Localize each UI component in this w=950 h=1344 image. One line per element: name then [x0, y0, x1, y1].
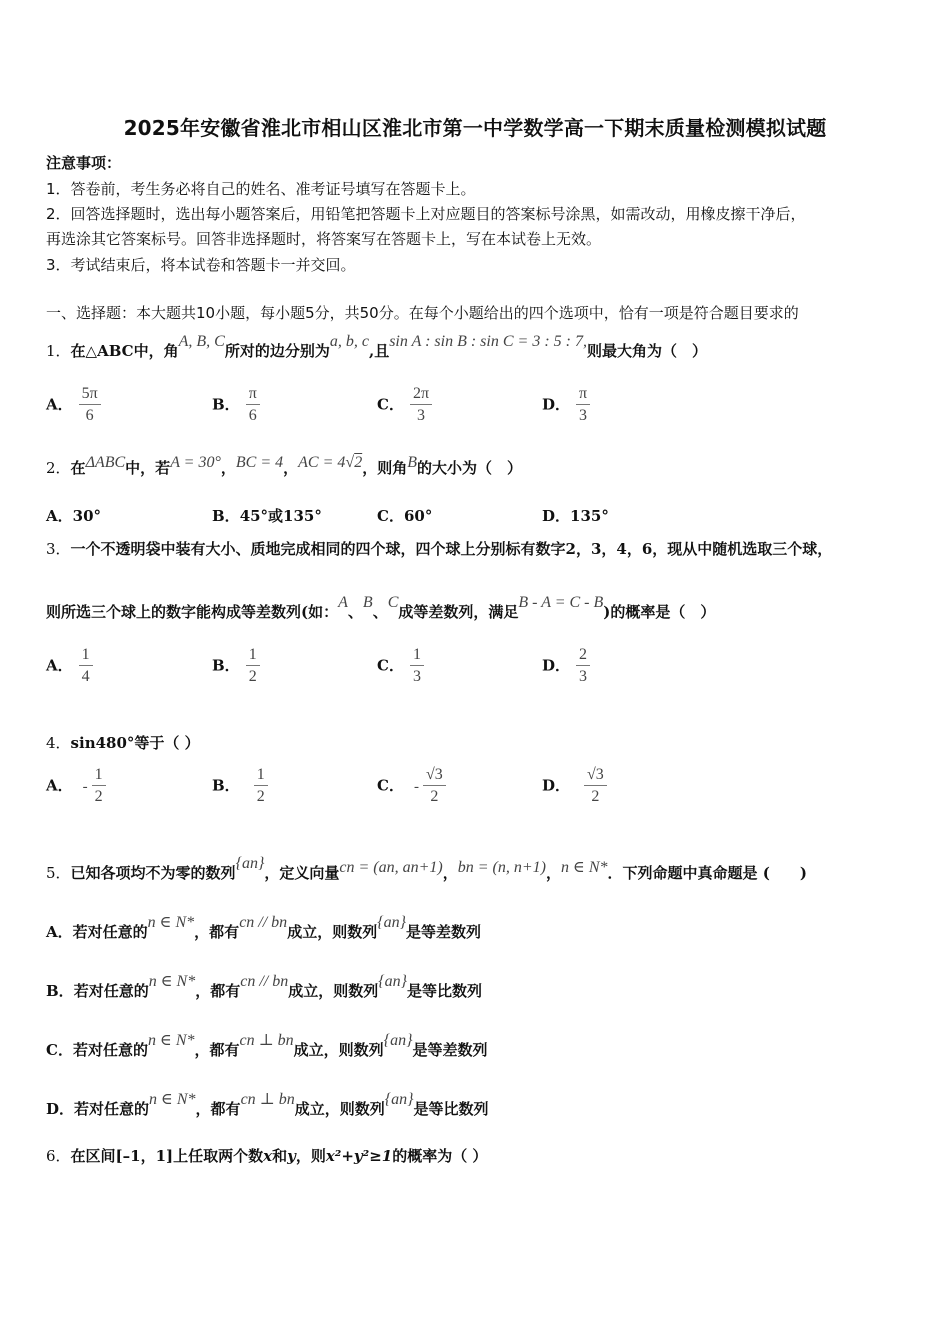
option-text: 成立，则数列	[293, 1041, 384, 1059]
option-label: C．	[377, 507, 404, 525]
question-text: ,且	[368, 342, 390, 360]
option-label: C．	[377, 395, 404, 414]
option-text: 若对任意的	[72, 1041, 148, 1059]
question-text: ，则角	[362, 459, 408, 477]
question-text: ，	[220, 459, 236, 477]
numerator: π	[246, 384, 260, 405]
math-expression: {an}	[377, 914, 406, 931]
math-expression: C	[387, 594, 399, 611]
q3-option-d	[542, 645, 590, 688]
math-expression: cn ⊥ bn	[239, 1032, 294, 1049]
numerator: 1	[79, 645, 93, 666]
q3-option-c	[377, 645, 424, 688]
option-text: ，都有	[195, 1100, 241, 1118]
option-text: 若对任意的	[73, 982, 149, 1000]
option-label: A．	[46, 395, 73, 414]
math-expression: {an}	[235, 855, 265, 872]
variable: x	[263, 1147, 273, 1165]
option-text: 30°	[72, 507, 102, 525]
page-title: 2025年安徽省淮北市相山区淮北市第一中学数学高一下期末质量检测模拟试题	[123, 116, 827, 140]
option-label: D．	[542, 776, 571, 795]
question-4	[46, 732, 200, 753]
option-label: D．	[542, 656, 571, 675]
numerator: 1	[92, 765, 106, 786]
numerator: 1	[254, 765, 268, 786]
q3-option-b	[212, 645, 260, 688]
math-expression: BC = 4	[235, 454, 284, 471]
math-expression: ΔABC	[85, 454, 126, 471]
question-text: 中，若	[125, 459, 171, 477]
question-6	[46, 1145, 487, 1166]
q3-option-a	[46, 645, 93, 688]
question-text: 所对的边分别为	[224, 342, 330, 360]
math-expression: sin A : sin B : sin C = 3 : 5 : 7,	[389, 333, 587, 350]
math-expression: {an}	[384, 1091, 414, 1108]
math-expression: x²+y²≥1	[325, 1147, 393, 1165]
denominator: 3	[579, 668, 588, 685]
q2-option-c	[377, 505, 432, 526]
math-expression: B - A = C - B	[518, 594, 604, 611]
math-expression: n ∈ N*	[148, 973, 196, 990]
q2-option-d	[542, 505, 609, 526]
math-expression: 2	[354, 454, 363, 471]
notice-heading: 注意事项：	[46, 154, 122, 172]
question-number: 1．	[46, 342, 71, 360]
fraction	[410, 384, 432, 427]
question-text: 的大小为（ ）	[416, 459, 522, 477]
math-expression: B	[407, 454, 417, 471]
numerator: 1	[246, 645, 260, 666]
notice-item-1: 1．答卷前，考生务必将自己的姓名、准考证号填写在答题卡上。	[46, 180, 476, 198]
option-label: B．	[212, 776, 240, 795]
denominator: 3	[412, 668, 421, 685]
option-text: 成立，则数列	[287, 923, 378, 941]
option-label: A．	[46, 923, 73, 941]
numerator: 5π	[79, 384, 101, 405]
math-expression: cn // bn	[239, 914, 288, 931]
notice-item-3: 3．考试结束后，将本试卷和答题卡一并交回。	[46, 256, 356, 274]
question-text: ，则	[295, 1147, 326, 1165]
fraction	[584, 765, 607, 808]
question-text: 则最大角为（ ）	[586, 342, 707, 360]
math-expression: n ∈ N*	[561, 859, 608, 876]
question-number: 6．	[46, 1147, 71, 1165]
math-expression: n ∈ N*	[149, 1091, 196, 1108]
math-expression: bn = (n, n+1)	[457, 859, 546, 876]
question-text: sin480°等于（ ）	[70, 734, 200, 752]
question-text: ，	[442, 864, 458, 882]
numerator: 2	[576, 645, 590, 666]
section-heading: 一、选择题：本大题共10小题，每小题5分，共50分。在每个小题给出的四个选项中，恰有一项是符合题目要求的	[46, 304, 799, 322]
question-text: ，	[546, 864, 562, 882]
numerator: 2π	[410, 384, 432, 405]
fraction	[92, 765, 106, 808]
option-label: A．	[46, 776, 73, 795]
variable: y	[287, 1147, 296, 1165]
question-text: 、	[347, 603, 363, 621]
numerator: π	[576, 384, 590, 405]
question-1	[46, 333, 707, 361]
denominator: 3	[416, 407, 425, 424]
minus-sign: -	[413, 778, 419, 795]
q1-option-c	[377, 384, 432, 427]
question-text: ，	[283, 459, 299, 477]
denominator: 2	[94, 788, 103, 805]
q5-option-d	[46, 1091, 489, 1119]
q4-option-a	[46, 765, 106, 808]
math-expression: cn // bn	[240, 973, 289, 990]
notice-item-2: 2．回答选择题时，选出每小题答案后，用铅笔把答题卡上对应题目的答案标号涂黑，如需改动，用橡皮擦干净后，	[46, 205, 806, 223]
question-number: 3．	[46, 540, 71, 558]
denominator: 6	[85, 407, 94, 424]
option-label: B．	[212, 395, 240, 414]
option-text: 若对任意的	[74, 1100, 150, 1118]
question-text: 已知各项均不为零的数列	[70, 864, 236, 882]
question-text: ．下列命题中真命题是 ( )	[607, 864, 807, 882]
fraction	[246, 384, 260, 427]
option-text: 是等差数列	[412, 1041, 488, 1059]
question-text: 成等差数列，满足	[398, 603, 519, 621]
option-text: 135°	[570, 507, 609, 525]
sqrt-symbol: √	[345, 454, 355, 471]
option-label: C．	[46, 1041, 73, 1059]
q5-option-b	[46, 973, 483, 1001]
question-5	[46, 855, 807, 883]
option-text: 成立，则数列	[288, 982, 379, 1000]
question-2	[46, 454, 522, 478]
math-expression: {an}	[378, 973, 408, 990]
math-expression: a, b, c	[329, 333, 369, 350]
q4-option-d	[542, 765, 607, 808]
question-text: 的概率为（ ）	[392, 1147, 488, 1165]
fraction	[423, 765, 446, 808]
math-expression: A	[338, 594, 348, 611]
denominator: 6	[248, 407, 257, 424]
q5-option-a	[46, 914, 482, 942]
question-number: 2．	[46, 459, 71, 477]
math-expression: {an}	[383, 1032, 413, 1049]
option-label: B．	[212, 656, 240, 675]
denominator: 3	[579, 407, 588, 424]
option-label: C．	[377, 656, 404, 675]
q1-option-b	[212, 384, 260, 427]
option-text: 是等差数列	[406, 923, 482, 941]
option-label: B．	[46, 982, 74, 1000]
question-text: 和	[272, 1147, 288, 1165]
fraction	[254, 765, 268, 808]
math-expression: B	[362, 594, 373, 611]
q4-option-c	[377, 765, 446, 808]
question-text: 在	[70, 459, 86, 477]
math-expression: n ∈ N*	[147, 914, 195, 931]
question-number: 5．	[46, 864, 71, 882]
denominator: 2	[430, 788, 439, 805]
math-expression: n ∈ N*	[147, 1032, 195, 1049]
option-text: 是等比数列	[413, 1100, 489, 1118]
denominator: 4	[81, 668, 90, 685]
option-label: D．	[46, 1100, 75, 1118]
denominator: 2	[248, 668, 257, 685]
option-text: 若对任意的	[72, 923, 148, 941]
question-text: 、	[372, 603, 388, 621]
q1-option-a	[46, 384, 101, 427]
option-text: 是等比数列	[407, 982, 483, 1000]
question-text: 一个不透明袋中装有大小、质地完成相同的四个球，四个球上分别标有数字2，3，4，6，现从中随机选取三个球，	[70, 540, 833, 558]
numerator: 1	[410, 645, 424, 666]
question-text: 则所选三个球上的数字能构成等差数列(如：	[46, 603, 339, 621]
fraction	[246, 645, 260, 688]
minus-sign: -	[82, 778, 88, 795]
q2-option-a	[46, 505, 101, 526]
math-expression: cn ⊥ bn	[240, 1091, 295, 1108]
option-text: 成立，则数列	[294, 1100, 385, 1118]
option-text: ，都有	[194, 923, 240, 941]
fraction	[79, 645, 93, 688]
option-label: D．	[542, 507, 571, 525]
q4-option-b	[212, 765, 268, 808]
question-3-cont	[46, 594, 716, 622]
math-expression: A, B, C	[178, 333, 225, 350]
question-3	[46, 538, 832, 559]
question-text: )的概率是（ ）	[603, 603, 716, 621]
math-expression: AC = 4	[298, 454, 346, 471]
question-text: 在△ABC中，角	[70, 342, 179, 360]
q1-option-d	[542, 384, 590, 427]
fraction	[79, 384, 101, 427]
math-expression: A = 30°	[170, 454, 221, 471]
notice-item-2-cont: 再选涂其它答案标号。回答非选择题时，将答案写在答题卡上，写在本试卷上无效。	[46, 230, 602, 248]
question-number: 4．	[46, 734, 71, 752]
option-label: A．	[46, 656, 73, 675]
fraction	[576, 645, 590, 688]
question-text: 在区间[–1，1]上任取两个数	[70, 1147, 264, 1165]
option-text: 60°	[403, 507, 433, 525]
option-text: ，都有	[194, 1041, 240, 1059]
fraction	[410, 645, 424, 688]
fraction	[576, 384, 590, 427]
option-label: B．	[212, 507, 240, 525]
numerator: √3	[423, 765, 446, 786]
option-label: A．	[46, 507, 73, 525]
q5-option-c	[46, 1032, 488, 1060]
option-label: C．	[377, 776, 404, 795]
q2-option-b	[212, 505, 322, 526]
question-text: ，定义向量	[264, 864, 340, 882]
option-text: 45°或135°	[239, 507, 322, 525]
math-expression: cn = (an, an+1)	[339, 859, 443, 876]
denominator: 2	[256, 788, 265, 805]
option-text: ，都有	[195, 982, 241, 1000]
option-label: D．	[542, 395, 571, 414]
numerator: √3	[584, 765, 607, 786]
denominator: 2	[591, 788, 600, 805]
